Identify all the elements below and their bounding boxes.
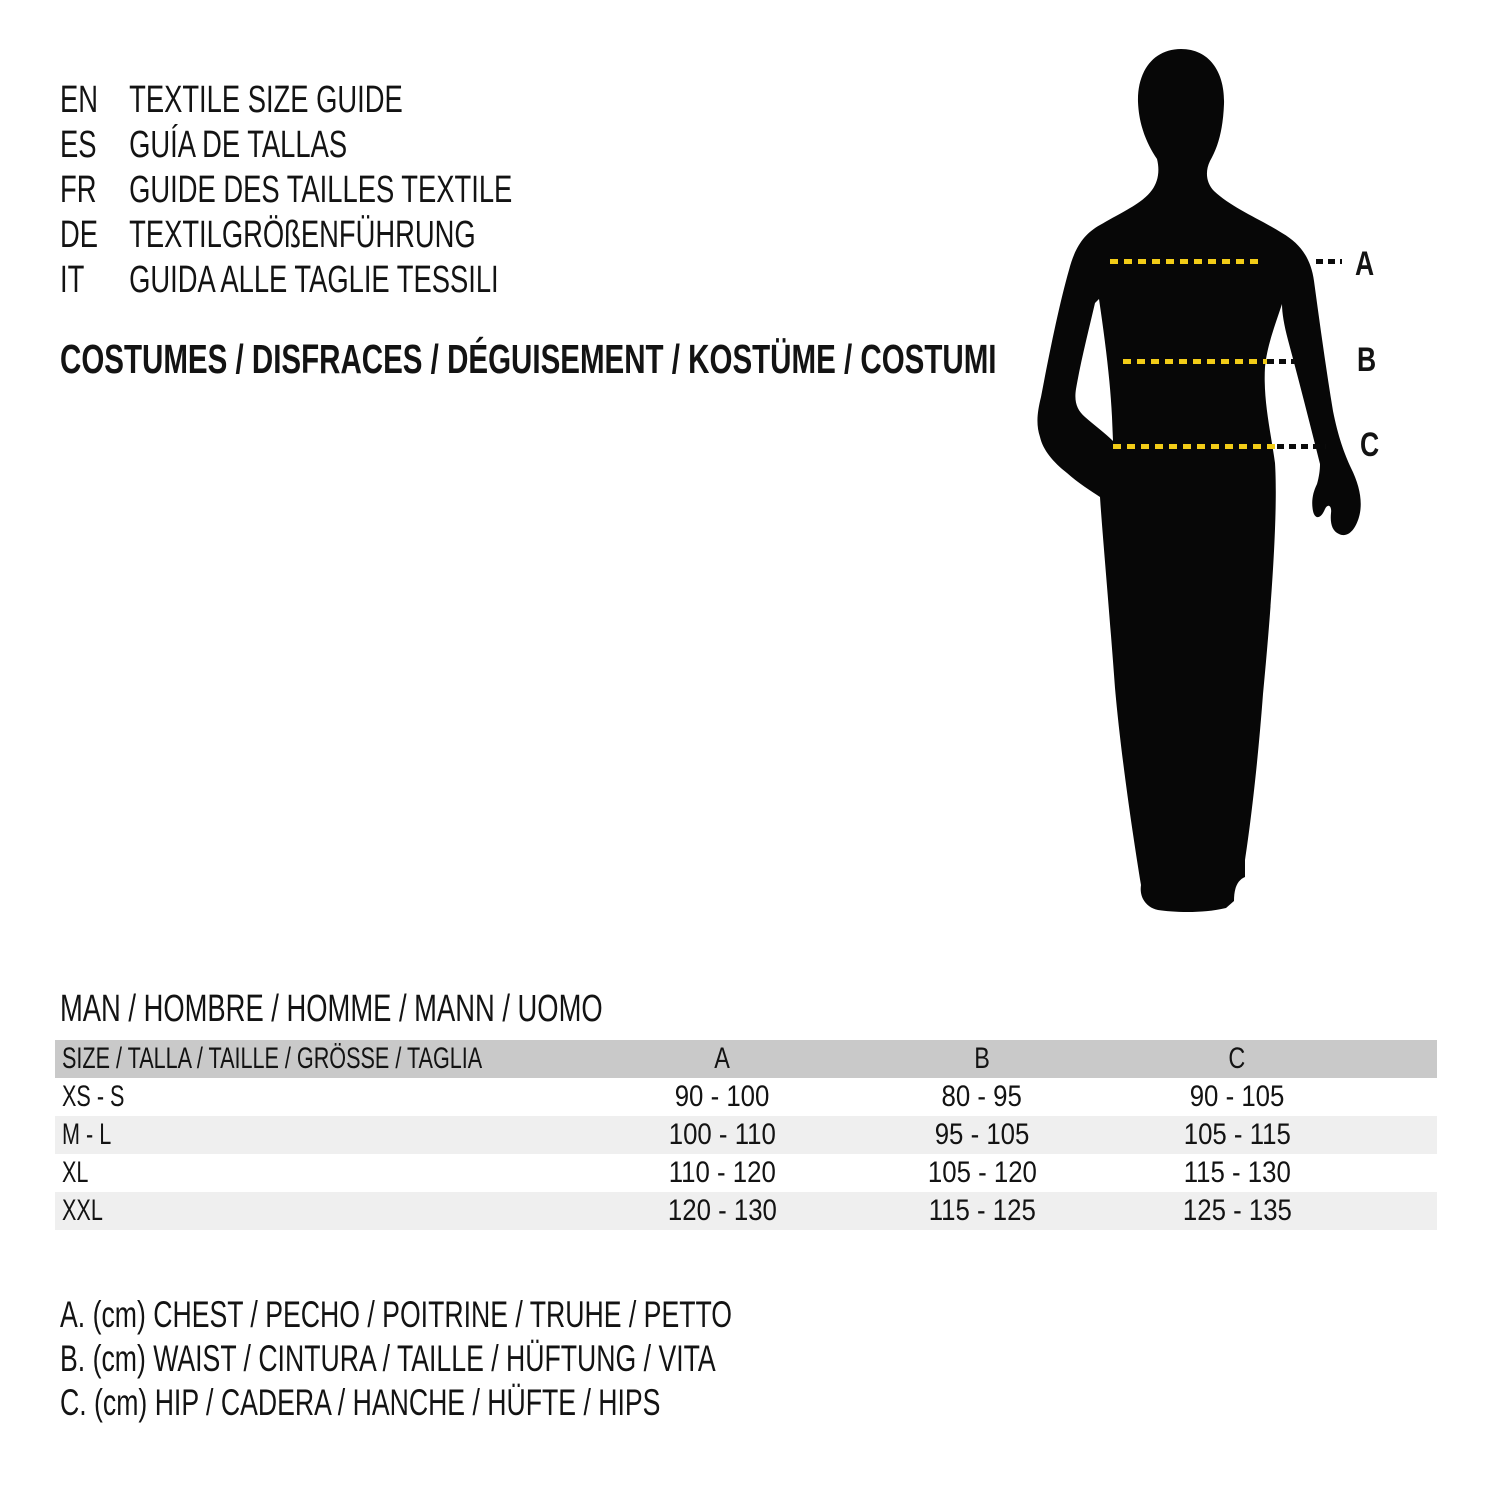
waist-measure-line-outer [1267,359,1295,364]
hip-cell: 90 - 105 [1189,1080,1285,1113]
chest-cell: 120 - 130 [667,1194,777,1227]
size-cell: XXL [62,1194,103,1227]
language-row-de [60,213,960,258]
chest-cell: 110 - 120 [668,1156,776,1189]
table-header-col-c: C [1228,1042,1246,1075]
table-header-size: SIZE / TALLA / TAILLE / GRÖSSE / TAGLIA [62,1042,483,1075]
waist-cell: 105 - 120 [927,1156,1037,1189]
size-cell: M - L [62,1118,112,1151]
language-row-it [60,258,960,303]
hip-cell: 115 - 130 [1183,1156,1291,1189]
chest-cell: 100 - 110 [668,1118,776,1151]
hip-measure-line-outer [1277,444,1326,449]
language-row-es [60,123,960,168]
waist-measure-line-inner [1123,359,1267,364]
table-header-row [55,1040,1437,1078]
hip-cell: 125 - 135 [1182,1194,1292,1227]
waist-cell: 95 - 105 [934,1118,1030,1151]
language-label: GUÍA DE TALLAS [129,124,348,166]
waist-cell: 80 - 95 [941,1080,1023,1113]
language-label: GUIDA ALLE TAGLIE TESSILI [129,259,499,301]
language-row-fr [60,168,960,213]
size-cell: XS - S [62,1080,125,1113]
language-code: DE [60,214,99,256]
table-row [55,1192,1437,1230]
language-label: TEXTILE SIZE GUIDE [129,79,403,121]
language-code: FR [60,169,97,211]
language-label: GUIDE DES TAILLES TEXTILE [129,169,513,211]
waist-cell: 115 - 125 [928,1194,1036,1227]
table-header-col-a: A [714,1042,730,1075]
language-code: ES [60,124,97,166]
chest-measure-line-inner [1110,259,1263,264]
note-chest: A. (cm) CHEST / PECHO / POITRINE / TRUHE / PETTO [60,1294,733,1335]
table-row [55,1154,1437,1192]
measure-label-chest: A [1355,245,1375,283]
measure-label-hip: C [1360,426,1380,464]
section-title-text: MAN / HOMBRE / HOMME / MANN / UOMO [60,988,603,1030]
language-row-en [60,78,960,123]
man-silhouette-path [1037,49,1360,912]
table-row [55,1116,1437,1154]
note-hip: C. (cm) HIP / CADERA / HANCHE / HÜFTE / HIPS [60,1382,661,1423]
hip-measure-line-inner [1113,444,1275,449]
chest-cell: 90 - 100 [674,1080,770,1113]
measurement-notes [60,1293,993,1425]
table-row [55,1078,1437,1116]
language-label: TEXTILGRÖßENFÜHRUNG [129,214,476,256]
language-code: IT [60,259,85,301]
size-table [55,1040,1437,1230]
size-cell: XL [62,1156,89,1189]
hip-cell: 105 - 115 [1183,1118,1291,1151]
table-header-col-b: B [974,1042,990,1075]
section-title-man [60,988,814,1031]
language-guide-list [60,78,960,303]
language-code: EN [60,79,99,121]
measure-label-waist: B [1357,341,1377,379]
man-silhouette [1020,40,1400,940]
man-silhouette-figure [1020,40,1460,950]
category-title-text: COSTUMES / DISFRACES / DÉGUISEMENT / KOSTÜME / COSTUMI [60,336,997,382]
note-waist: B. (cm) WAIST / CINTURA / TAILLE / HÜFTUNG / VITA [60,1338,716,1379]
chest-measure-line-outer [1316,259,1342,264]
